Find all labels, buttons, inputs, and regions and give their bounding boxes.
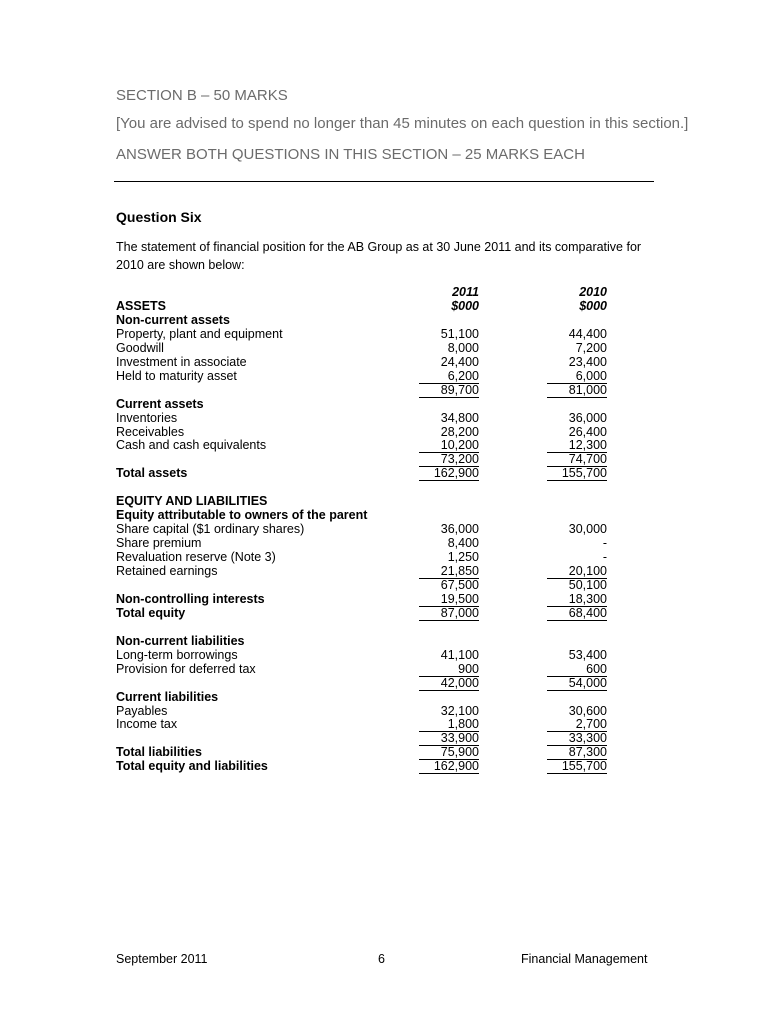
time-advice: [You are advised to spend no longer than 45 minutes on each question in this section.] — [116, 115, 689, 132]
value-2011: 32,100 — [440, 703, 479, 718]
table-row — [116, 662, 656, 676]
value-2010: 87,300 — [547, 745, 607, 760]
table-row — [116, 327, 656, 341]
value-2010: 155,700 — [547, 466, 607, 481]
row-label: Goodwill — [116, 340, 164, 355]
value-2010: 155,700 — [547, 759, 607, 774]
value-2011: 1,250 — [447, 550, 479, 565]
table-row — [116, 606, 656, 620]
table-row — [116, 285, 656, 299]
table-row — [116, 480, 656, 494]
question-title: Question Six — [116, 209, 202, 225]
value-2011: 10,200 — [419, 438, 479, 453]
value-2011: 21,850 — [419, 564, 479, 579]
value-2011: 87,000 — [419, 606, 479, 621]
row-label: Total equity and liabilities — [116, 759, 268, 774]
table-row — [116, 676, 656, 690]
row-label: Total liabilities — [116, 745, 202, 760]
value-2010: 33,300 — [547, 731, 607, 746]
table-row — [116, 550, 656, 564]
value-2010: 30,600 — [568, 703, 607, 718]
value-2010: 81,000 — [547, 383, 607, 398]
value-2010: 18,300 — [547, 592, 607, 607]
row-label: Share capital ($1 ordinary shares) — [116, 522, 305, 537]
value-2011: 162,900 — [419, 759, 479, 774]
value-2010: 26,400 — [568, 424, 607, 439]
row-label: Income tax — [116, 717, 178, 732]
row-label: Inventories — [116, 410, 178, 425]
value-2011: 19,500 — [419, 592, 479, 607]
row-label: EQUITY AND LIABILITIES — [116, 494, 268, 509]
row-label: Equity attributable to owners of the parent — [116, 508, 368, 523]
value-2011: 33,900 — [419, 731, 479, 746]
value-2011: 34,800 — [440, 410, 479, 425]
value-2011: 73,200 — [419, 452, 479, 467]
row-label: Provision for deferred tax — [116, 661, 256, 676]
value-2010: 7,200 — [575, 340, 607, 355]
table-row — [116, 466, 656, 480]
row-label: Held to maturity asset — [116, 368, 237, 383]
footer-subject: Financial Management — [521, 952, 648, 966]
table-row — [116, 648, 656, 662]
table-row — [116, 425, 656, 439]
value-2010: 12,300 — [547, 438, 607, 453]
value-2010: 36,000 — [568, 410, 607, 425]
value-2011: 28,200 — [440, 424, 479, 439]
value-2010: 44,400 — [568, 326, 607, 341]
value-2010: 23,400 — [568, 354, 607, 369]
value-2011: 41,100 — [440, 647, 479, 662]
question-intro: The statement of financial position for the AB Group as at 30 June 2011 and its comparative for 2010 are shown below: — [116, 240, 642, 272]
footer-date: September 2011 — [116, 952, 208, 966]
table-row — [116, 536, 656, 550]
value-2010: 20,100 — [547, 564, 607, 579]
row-label: Total assets — [116, 466, 188, 481]
value-2011: 8,400 — [447, 536, 479, 551]
row-label: Current liabilities — [116, 689, 219, 704]
value-2011: 8,000 — [447, 340, 479, 355]
value-2011: 75,900 — [419, 745, 479, 760]
value-2011: $000 — [451, 298, 479, 313]
value-2010: 2,700 — [547, 717, 607, 732]
value-2010: 68,400 — [547, 606, 607, 621]
row-label: Receivables — [116, 424, 185, 439]
table-row — [116, 313, 656, 327]
section-heading: SECTION B – 50 MARKS — [116, 87, 288, 104]
value-2010: 600 — [547, 662, 607, 677]
table-row — [116, 438, 656, 452]
table-row — [116, 494, 656, 508]
value-2010: 74,700 — [547, 452, 607, 467]
value-2010: 50,100 — [568, 577, 607, 592]
table-row — [116, 299, 656, 313]
value-2011: 67,500 — [440, 577, 479, 592]
table-row — [116, 745, 656, 759]
value-2010: 30,000 — [568, 522, 607, 537]
value-2011: 6,200 — [419, 369, 479, 384]
row-label: Non-current assets — [116, 312, 230, 327]
value-2010: - — [602, 550, 607, 565]
value-2010: 54,000 — [547, 676, 607, 691]
value-2010: 6,000 — [547, 369, 607, 384]
table-row — [116, 341, 656, 355]
row-label: Revaluation reserve (Note 3) — [116, 550, 276, 565]
row-label: ASSETS — [116, 298, 167, 313]
row-label: Investment in associate — [116, 354, 247, 369]
page-number: 6 — [378, 952, 385, 966]
table-row — [116, 731, 656, 745]
table-row — [116, 355, 656, 369]
table-row — [116, 383, 656, 397]
row-label: Non-controlling interests — [116, 591, 265, 606]
table-row — [116, 522, 656, 536]
table-row — [116, 717, 656, 731]
value-2010: 2010 — [579, 285, 607, 299]
value-2011: 900 — [419, 662, 479, 677]
row-label: Non-current liabilities — [116, 633, 245, 648]
row-label: Property, plant and equipment — [116, 326, 283, 341]
table-row — [116, 369, 656, 383]
value-2011: 24,400 — [440, 354, 479, 369]
row-label: Current assets — [116, 396, 204, 411]
table-row — [116, 411, 656, 425]
table-row — [116, 690, 656, 704]
row-label: Total equity — [116, 605, 186, 620]
value-2011: 1,800 — [419, 717, 479, 732]
table-row — [116, 620, 656, 634]
table-row — [116, 704, 656, 718]
table-row — [116, 564, 656, 578]
table-row — [116, 578, 656, 592]
value-2011: 42,000 — [419, 676, 479, 691]
answer-instruction: ANSWER BOTH QUESTIONS IN THIS SECTION – 25 MARKS EACH — [116, 146, 585, 163]
divider-line — [114, 181, 654, 182]
row-label: Payables — [116, 703, 168, 718]
value-2011: 51,100 — [440, 326, 479, 341]
table-row — [116, 397, 656, 411]
value-2011: 36,000 — [440, 522, 479, 537]
value-2010: $000 — [579, 298, 607, 313]
value-2011: 2011 — [452, 285, 479, 299]
table-row — [116, 452, 656, 466]
value-2011: 162,900 — [419, 466, 479, 481]
table-row — [116, 592, 656, 606]
row-label: Retained earnings — [116, 564, 218, 578]
value-2010: - — [602, 536, 607, 551]
row-label: Long-term borrowings — [116, 647, 238, 662]
row-label: Share premium — [116, 536, 202, 551]
table-row — [116, 508, 656, 522]
value-2011: 89,700 — [419, 383, 479, 398]
table-row — [116, 759, 656, 773]
table-row — [116, 634, 656, 648]
value-2010: 53,400 — [568, 647, 607, 662]
row-label: Cash and cash equivalents — [116, 438, 267, 453]
